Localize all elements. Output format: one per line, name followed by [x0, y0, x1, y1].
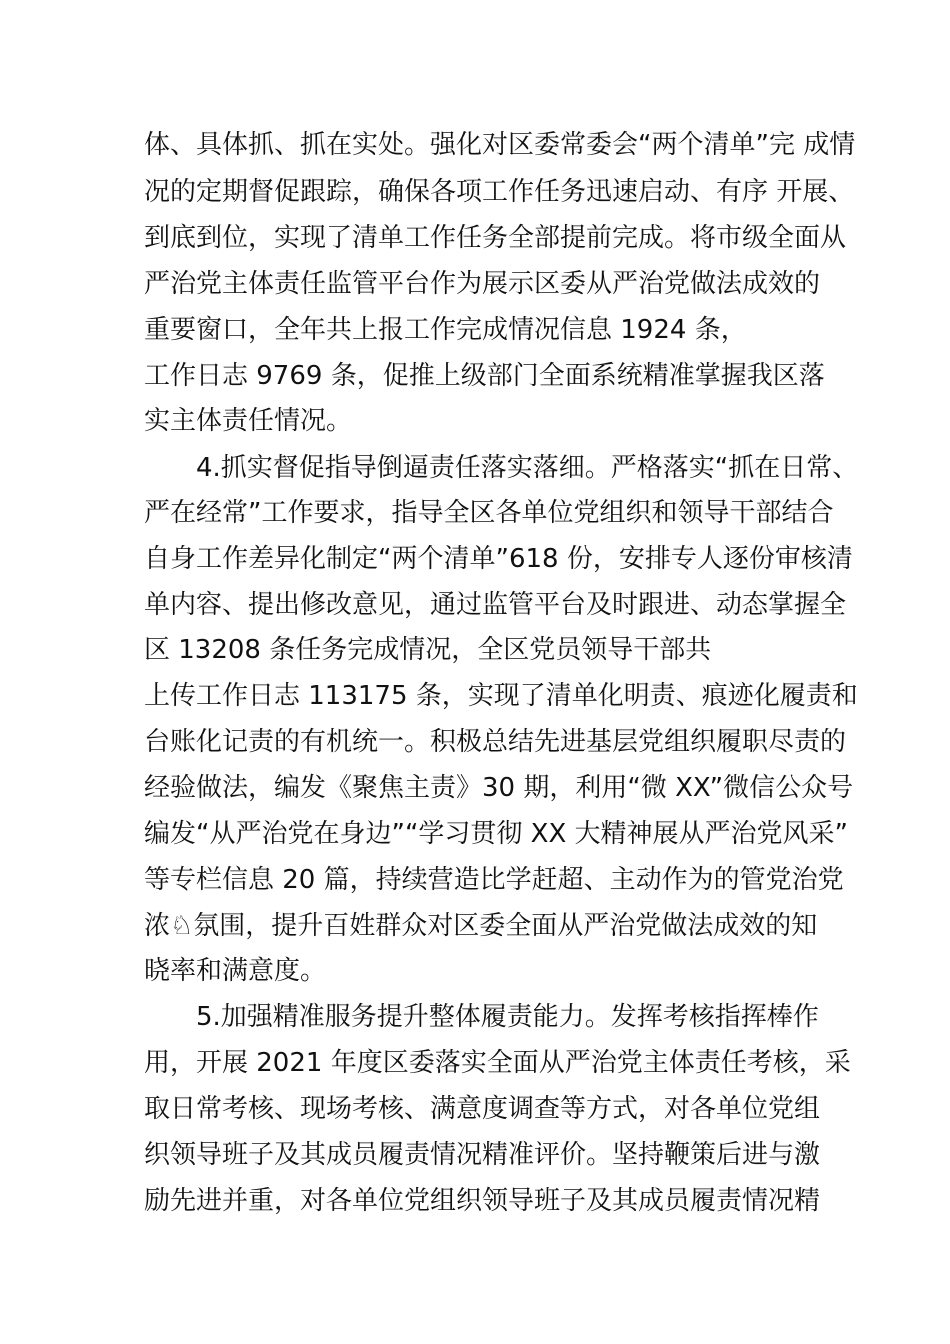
text-line: 浓♘氛围，提升百姓群众对区委全面从严治党做法成效的知: [144, 911, 818, 941]
text-line: 到底到位，实现了清单工作任务全部提前完成。将市级全面从: [144, 223, 847, 253]
text-line: 等专栏信息 20 篇，持续营造比学赶超、主动作为的管党治党: [144, 865, 844, 895]
text-line: 况的定期督促跟踪，确保各项工作任务迅速启动、有序 开展、: [144, 177, 855, 207]
text-line: 严在经常”工作要求，指导全区各单位党组织和领导干部结合: [144, 498, 834, 528]
text-line: 台账化记责的有机统一。积极总结先进基层党组织履职尽责的: [144, 727, 847, 757]
text-line: 经验做法，编发《聚焦主责》30 期，利用“微 XX”微信公众号: [144, 773, 854, 803]
text-line: 上传工作日志 113175 条，实现了清单化明责、痕迹化履责和: [144, 681, 858, 711]
text-line: 重要窗口，全年共上报工作完成情况信息 1924 条，: [144, 315, 747, 345]
text-line: 区 13208 条任务完成情况，全区党员领导干部共: [144, 635, 712, 665]
text-line: 严治党主体责任监管平台作为展示区委从严治党做法成效的: [144, 269, 821, 299]
text-line: 取日常考核、现场考核、满意度调查等方式，对各单位党组: [144, 1094, 821, 1124]
paragraph-heading-5: 5.加强精准服务提升整体履责能力。发挥考核指挥棒作: [196, 1002, 819, 1032]
text-line: 用，开展 2021 年度区委落实全面从严治党主体责任考核，采: [144, 1048, 851, 1078]
text-line: 自身工作差异化制定“两个清单”618 份，安排专人逐份审核清: [144, 544, 853, 574]
text-line: 实主体责任情况。: [144, 406, 353, 436]
text-line: 晓率和满意度。: [144, 956, 327, 986]
text-line: 体、具体抓、抓在实处。强化对区委常委会“两个清单”完 成情: [144, 130, 856, 160]
text-line: 织领导班子及其成员履责情况精准评价。坚持鞭策后进与激: [144, 1140, 821, 1170]
text-line: 单内容、提出修改意见，通过监管平台及时跟进、动态掌握全: [144, 590, 847, 620]
text-line: 励先进并重，对各单位党组织领导班子及其成员履责情况精: [144, 1186, 821, 1216]
text-line: 工作日志 9769 条，促推上级部门全面系统精准掌握我区落: [144, 361, 825, 391]
paragraph-heading-4: 4.抓实督促指导倒逼责任落实落细。严格落实“抓在日常、: [196, 453, 859, 483]
text-line: 编发“从严治党在身边”“学习贯彻 XX 大精神展从严治党风采”: [144, 819, 849, 849]
